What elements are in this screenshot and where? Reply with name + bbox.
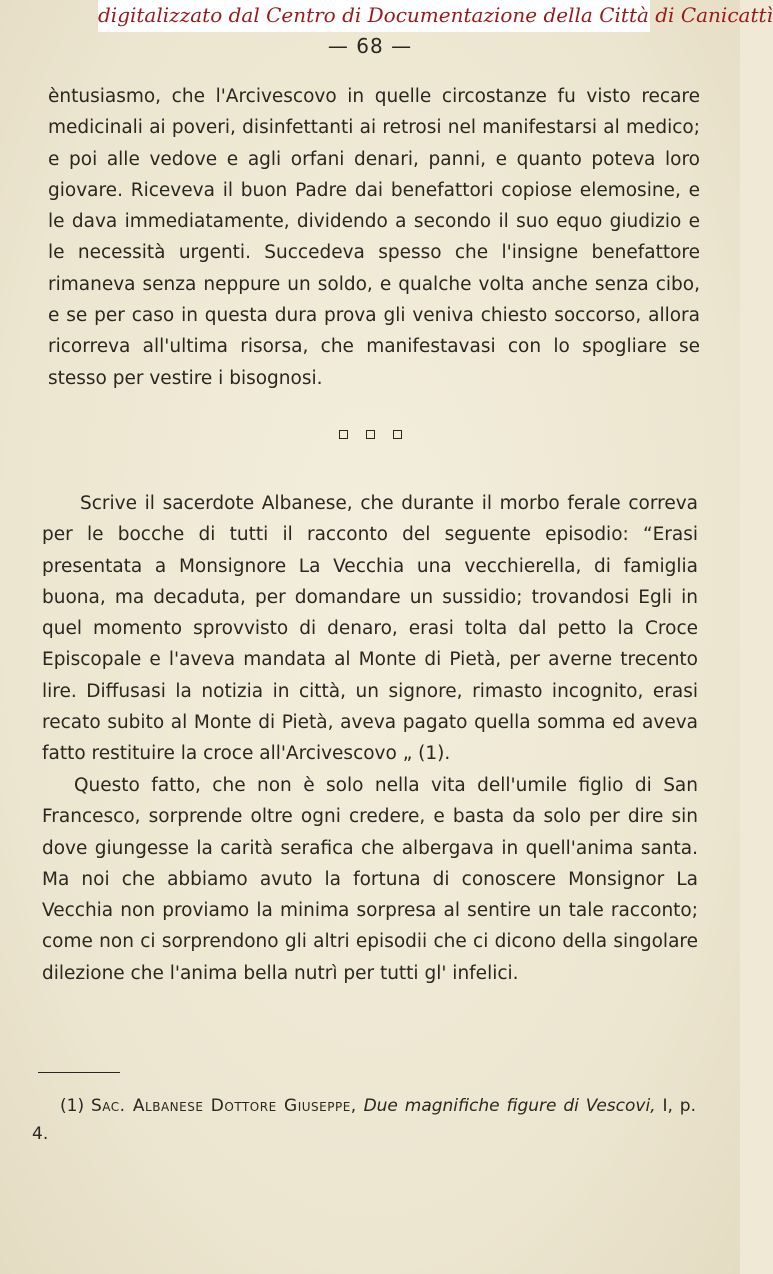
section-divider: [0, 430, 740, 439]
digitization-banner: digitalizzato dal Centro di Documentazione della Città di Canicattì: [98, 0, 650, 32]
page-number: — 68 —: [327, 34, 413, 58]
footnote-rule: [38, 1072, 120, 1073]
paragraph-1: èntusiasmo, che l'Arcivescovo in quelle circostanze fu visto recare medicinali ai poveri, disinfettanti ai retrosi nel manifestarsi al medico; e poi alle vedove e agli orfani denari, panni, e quanto poteva loro giovare. Riceveva il buon Padre dai benefattori copiose elemosine, e le dava immediatamente, dividendo a secondo il suo equo giudizio e le necessità urgenti. Succedeva spesso che l'insigne benefattore rimaneva senza neppure un soldo, e qualche volta anche senza cibo, e se per caso in questa dura prova gli veniva chiesto soccorso, allora ricorreva all'ultima risorsa, che manifestavasi con lo spogliare se stesso per vestire i bisognosi.: [48, 86, 700, 389]
footnote: [32, 1092, 696, 1148]
divider-square-icon: [339, 430, 348, 439]
footnote-title: Due magnifiche figure di Vescovi,: [363, 1096, 656, 1116]
footnote-author: Sac. Albanese Dottore Giuseppe,: [90, 1096, 357, 1116]
footnote-marker: (1): [60, 1096, 85, 1116]
paragraph-3: Questo fatto, che non è solo nella vita dell'umile figlio di San Francesco, sorprende oltre ogni credere, e basta da solo per dire sin dove giungesse la carità serafica che albergava in quell'anima santa. Ma noi che abbiamo avuto la fortuna di conoscere Monsignor La Vecchia non proviamo la minima sorpresa al sentire un tale racconto; come non ci sorprendono gli altri episodii che ci dicono della singolare dilezione che l'anima bella nutrì per tutti gl' infelici.: [42, 775, 698, 984]
paragraph-2: Scrive il sacerdote Albanese, che durante il morbo ferale correva per le bocche di tutti il racconto del seguente episodio: “Erasi presentata a Monsignore La Vecchia una vecchierella, di famiglia buona, ma decaduta, per domandare un sussidio; trovandosi Egli in quel momento sprovvisto di denaro, erasi tolta dal petto la Croce Episcopale e l'aveva mandata al Monte di Pietà, per averne trecento lire. Diffusasi la notizia in città, un signore, rimasto incognito, erasi recato subito al Monte di Pietà, aveva pagato quella somma ed aveva fatto restituire la croce all'Arcivescovo „ (1).: [42, 493, 698, 765]
divider-square-icon: [366, 430, 375, 439]
divider-square-icon: [393, 430, 402, 439]
footnote-reference: I, p. 4.: [32, 1096, 696, 1144]
